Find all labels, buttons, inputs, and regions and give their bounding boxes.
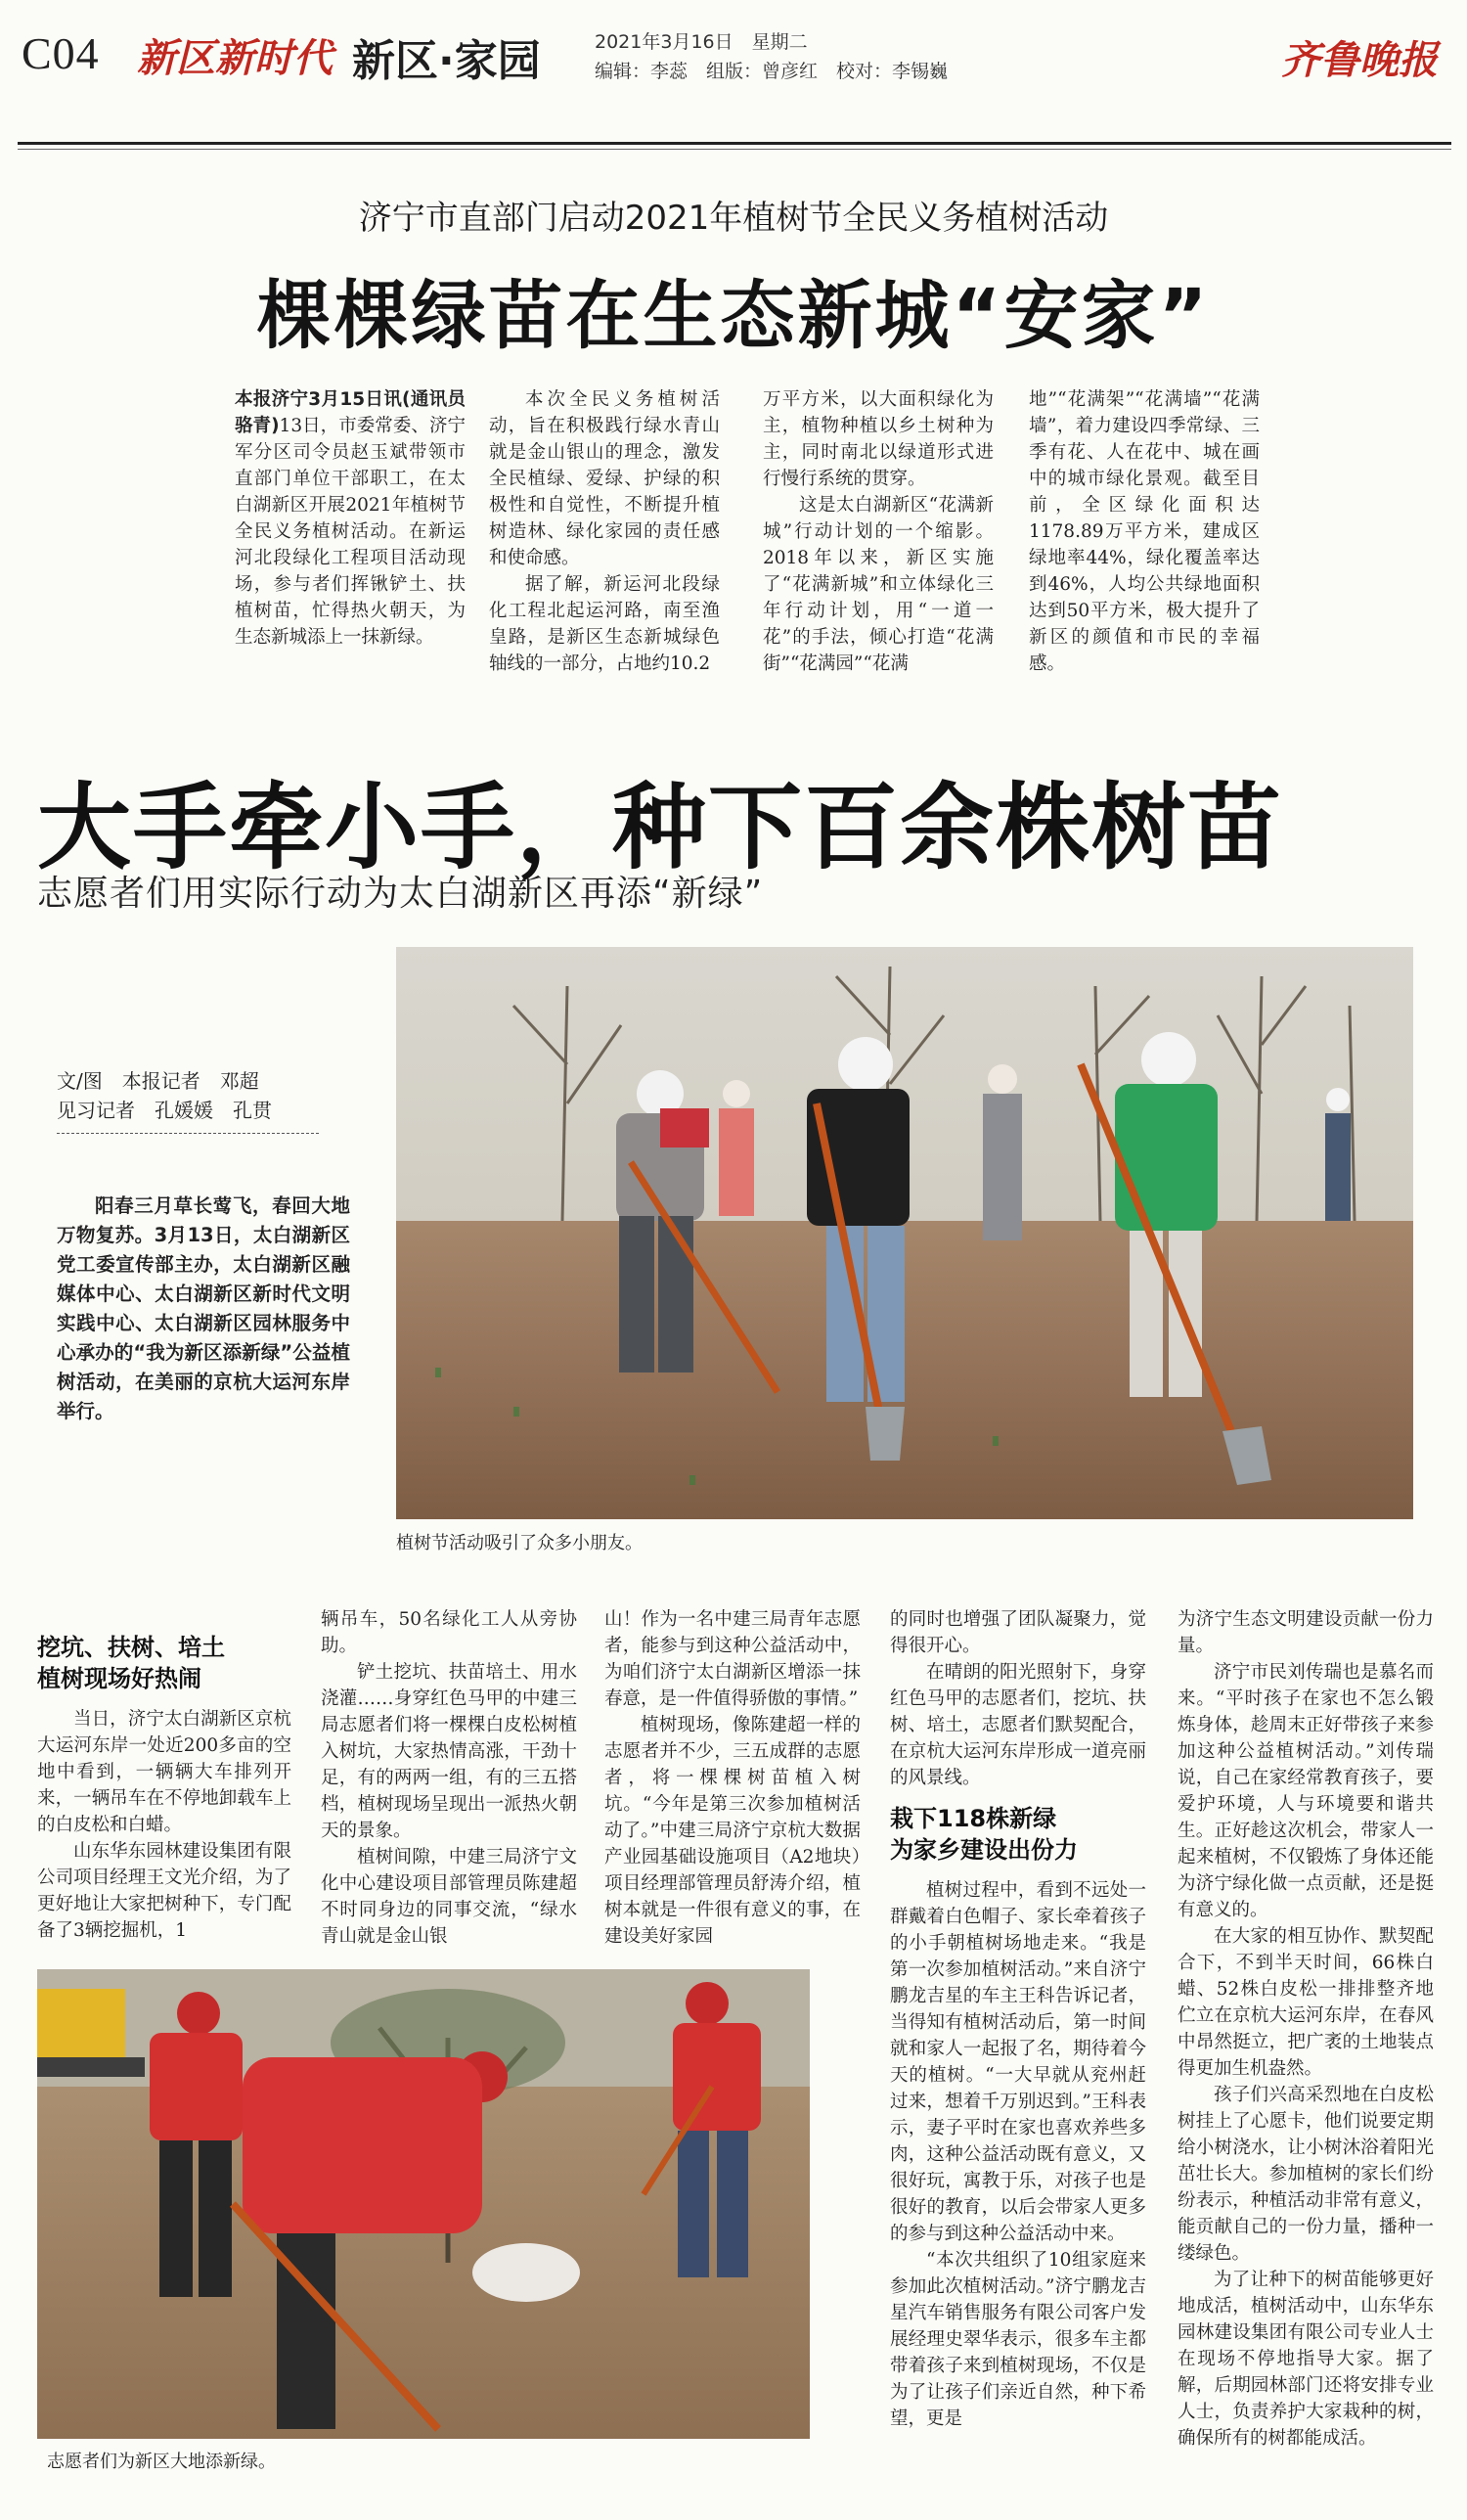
story1-col4	[1029, 386, 1260, 677]
story1-col1-text: 13日，市委常委、济宁军分区司令员赵玉斌带领市直部门单位干部职工，在太白湖新区开展2021年植树节全民义务植树活动。在新运河北段绿化工程项目活动现场，参与者们挥锹铲土、扶植树苗，忙得热火朝天，为生态新城添上一抹新绿。	[235, 416, 466, 648]
story2-byline	[57, 1066, 272, 1125]
story1-col3a: 万平方米，以大面积绿化为主，植物种植以乡土树种为主，同时南北以绿道形式进行慢行系统的贯穿。	[763, 389, 994, 489]
paper-logo: 新区新时代	[137, 35, 333, 81]
c2p0: 辆吊车，50名绿化工人从旁协助。	[321, 1609, 577, 1656]
story1-col1	[235, 386, 484, 651]
photo2-caption: 志愿者们为新区大地添新绿。	[47, 2452, 276, 2472]
c5p4: 为了让种下的树苗能够更好地成活，植树活动中，山东华东园林建设集团有限公司专业人士在现场不停地指导大家。据了解，后期园林部门还将安排专业人士，负责养护大家栽种的树，确保所有的树都能成活。	[1178, 2270, 1434, 2449]
story2-col3	[604, 1606, 861, 1950]
header-rule-thin	[18, 149, 1451, 150]
subhead-dig-plant: 挖坑、扶树、培土 植树现场好热闹	[37, 1634, 225, 1692]
photo1-caption: 植树节活动吸引了众多小朋友。	[396, 1533, 643, 1553]
c5p1: 济宁市民刘传瑞也是慕名而来。“平时孩子在家也不怎么锻炼身体，趁周末正好带孩子来参加这种公益植树活动。”刘传瑞说，自己在家经常教育孩子，要爱护环境，人与环境要和谐共生。正好趁这次机会，带家人一起来植树，不仅锻炼了身体还能为济宁绿化做一点贡献，还是挺有意义的。	[1178, 1662, 1434, 1920]
editors-line: 编辑：李蕊 组版：曾彦红 校对：李锡巍	[595, 61, 949, 82]
c4p1: 在晴朗的阳光照射下，身穿红色马甲的志愿者们，挖坑、扶树、培土，志愿者们默契配合，在京杭大运河东岸形成一道亮丽的风景线。	[890, 1662, 1146, 1788]
c3p0: 山！作为一名中建三局青年志愿者，能参与到这种公益活动中，为咱们济宁太白湖新区增添一抹春意，是一件值得骄傲的事情。”	[604, 1609, 861, 1709]
byline-divider	[57, 1133, 319, 1134]
issue-date: 2021年3月16日 星期二	[595, 31, 808, 53]
photo-volunteers-image	[37, 1969, 810, 2439]
photo-children-planting	[396, 947, 1413, 1519]
story1-kicker: 济宁市直部门启动2021年植树节全民义务植树活动	[358, 199, 1109, 238]
c4p3: “本次共组织了10组家庭来参加此次植树活动。”济宁鹏龙吉星汽车销售服务有限公司客户发展经理史翠华表示，很多车主都带着孩子来到植树现场，不仅是为了让孩子们亲近自然，种下希望，更是	[890, 2250, 1146, 2429]
newspaper-brand: 齐鲁晚报	[1281, 37, 1438, 83]
story1-col2	[489, 386, 720, 677]
story1-headline: 棵棵绿苗在生态新城“安家”	[256, 272, 1211, 359]
c2p2: 植树间隙，中建三局济宁文化中心建设项目部管理员陈建超不时同身边的同事交流，“绿水青山就是金山银	[321, 1847, 577, 1947]
story2-col4	[890, 1606, 1146, 2432]
c5p3: 孩子们兴高采烈地在白皮松树挂上了心愿卡，他们说要定期给小树浇水，让小树沐浴着阳光茁壮长大。参加植树的家长们纷纷表示，种植活动非常有意义，能贡献自己的一份力量，播种一缕绿色。	[1178, 2085, 1434, 2264]
c5p0: 为济宁生态文明建设贡献一份力量。	[1178, 1609, 1434, 1656]
story2-col1	[37, 1632, 291, 1944]
story1-col4-text: 地”“花满架”“花满墙”“花满墙”，着力建设四季常绿、三季有花、人在花中、城在画中的城市绿化景观。截至目前，全区绿化面积达1178.89万平方米，建成区绿地率44%，绿化覆盖率达到46%，人均公共绿地面积达到50平方米，极大提升了新区的颜值和市民的幸福感。	[1029, 389, 1260, 674]
c5p2: 在大家的相互协作、默契配合下，不到半天时间，66株白蜡、52株白皮松一排排整齐地伫立在京杭大运河东岸，在春风中昂然挺立，把广袤的土地装点得更加生机盎然。	[1178, 1926, 1434, 2079]
c2p1: 铲土挖坑、扶苗培土、用水浇灌……身穿红色马甲的中建三局志愿者们将一棵棵白皮松树植入树坑，大家热情高涨，干劲十足，有的两两一组，有的三五搭档，植树现场呈现出一派热火朝天的景象。	[321, 1662, 577, 1841]
header-rule	[18, 142, 1451, 145]
story2-col2	[321, 1606, 577, 1950]
byline-line2: 见习记者 孔媛媛 孔贯	[57, 1099, 272, 1122]
photo-children-planting-image	[396, 947, 1413, 1519]
c1p2: 山东华东园林建设集团有限公司项目经理王文光介绍，为了更好地让大家把树种下，专门配备了3辆挖掘机，1	[37, 1841, 291, 1941]
c1p1: 当日，济宁太白湖新区京杭大运河东岸一处近200多亩的空地中看到，一辆辆大车排列开来，一辆吊车在不停地卸载车上的白皮松和白蜡。	[37, 1709, 291, 1835]
story1-col2a: 本次全民义务植树活动，旨在积极践行绿水青山就是金山银山的理念，激发全民植绿、爱绿、护绿的积极性和自觉性，不断提升植树造林、绿化家园的责任感和使命感。	[489, 389, 720, 568]
byline-line1: 文/图 本报记者 邓超	[57, 1069, 259, 1093]
story1-col3	[763, 386, 994, 677]
story1-dateline: 本报济宁3月15日讯(通讯员 骆青)	[235, 389, 484, 436]
c4p0: 的同时也增强了团队凝聚力，觉得很开心。	[890, 1609, 1146, 1656]
c3p1: 植树现场，像陈建超一样的志愿者并不少，三五成群的志愿者，将一棵棵树苗植入树坑。“今年是第三次参加植树活动了。”中建三局济宁京杭大数据产业园基础设施项目（A2地块）项目经理部管理员舒涛介绍，植树本就是一件很有意义的事，在建设美好家园	[604, 1715, 861, 1947]
page-number: C04	[22, 28, 100, 78]
c4p2: 植树过程中，看到不远处一群戴着白色帽子、家长牵着孩子的小手朝植树场地走来。“我是第一次参加植树活动。”来自济宁鹏龙吉星的车主王科告诉记者，当得知有植树活动后，第一时间就和家人一起报了名，期待着今天的植树。“一大早就从兖州赶过来，想着千万别迟到。”王科表示，妻子平时在家也喜欢养些多肉，这种公益活动既有意义，又很好玩，寓教于乐，对孩子也是很好的教育，以后会带家人更多的参与到这种公益活动中来。	[890, 1880, 1146, 2244]
story1-col3b: 这是太白湖新区“花满新城”行动计划的一个缩影。2018年以来，新区实施了“花满新城”和立体绿化三年行动计划，用“一道一花”的手法，倾心打造“花满街”“花满园”“花满	[763, 495, 994, 674]
story1-col2b: 据了解，新运河北段绿化工程北起运河路，南至渔皇路，是新区生态新城绿色轴线的一部分，占地约10.2	[489, 574, 720, 674]
photo-volunteers	[37, 1969, 810, 2439]
lead-text: 阳春三月草长莺飞，春回大地万物复苏。3月13日，太白湖新区党工委宣传部主办，太白湖新区融媒体中心、太白湖新区新时代文明实践中心、太白湖新区园林服务中心承办的“我为新区添新绿”公益植树活动，在美丽的京杭大运河东岸举行。	[57, 1194, 350, 1422]
story2-headline: 大手牵小手，种下百余株树苗	[37, 773, 1283, 882]
subhead-118-trees: 栽下118株新绿 为家乡建设出份力	[890, 1805, 1078, 1864]
story2-subhead: 志愿者们用实际行动为太白湖新区再添“新绿”	[37, 874, 764, 914]
section-title: 新区·家园	[352, 36, 541, 86]
story2-col5	[1178, 1606, 1434, 2452]
story2-lead	[57, 1192, 350, 1426]
